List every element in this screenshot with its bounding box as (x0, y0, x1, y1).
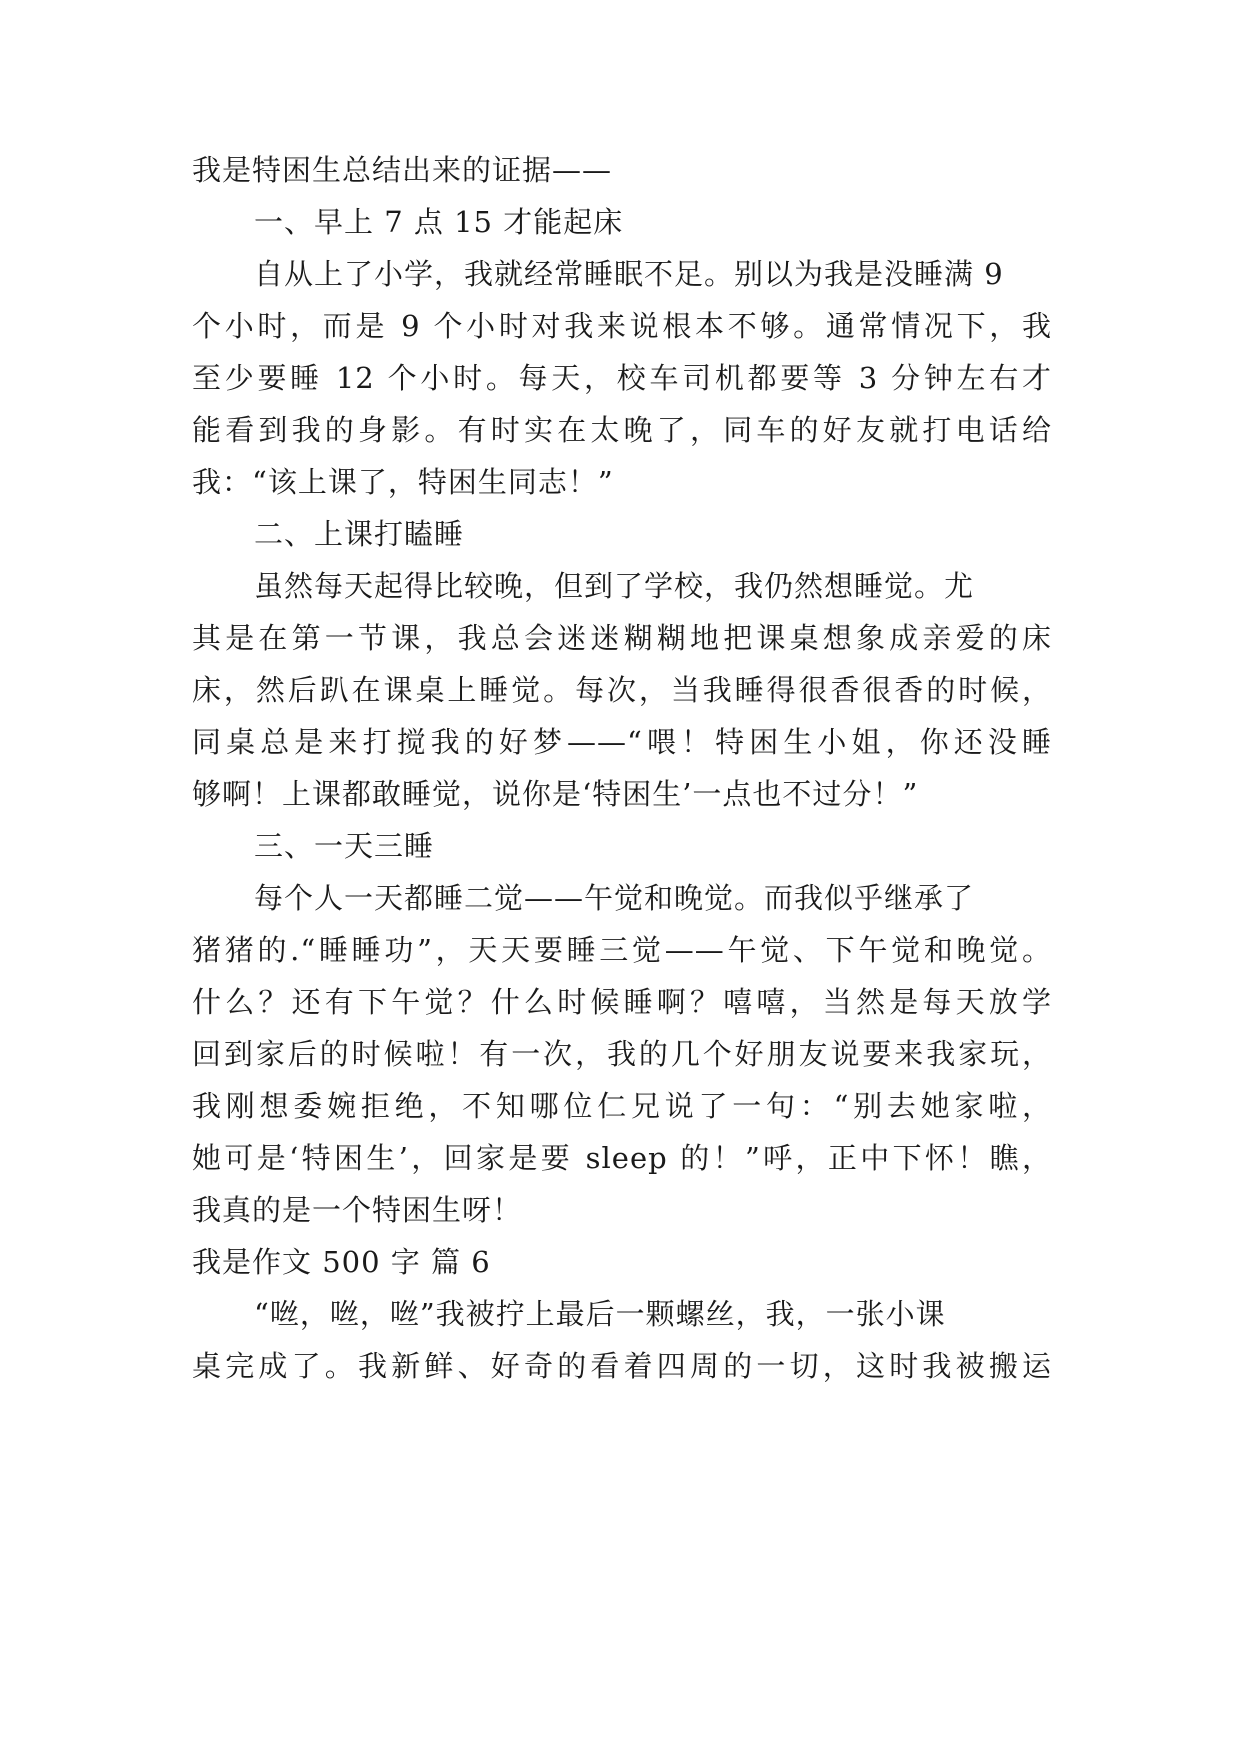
paragraph-line: 个小时，而是 9 个小时对我来说根本不够。通常情况下，我 (192, 309, 1052, 343)
paragraph-line: 桌完成了。我新鲜、好奇的看着四周的一切，这时我被搬运 (192, 1349, 1052, 1383)
paragraph-line: 我真的是一个特困生呀！ (192, 1193, 523, 1227)
paragraph-line: 回到家后的时候啦！有一次，我的几个好朋友说要来我家玩， (192, 1037, 1052, 1071)
article-title: 我是作文 500 字 篇 6 (192, 1245, 491, 1279)
paragraph-line: 什么？还有下午觉？什么时候睡啊？嘻嘻，当然是每天放学 (192, 985, 1052, 1019)
paragraph-line: “咝，咝，咝”我被拧上最后一颗螺丝，我，一张小课 (254, 1297, 946, 1331)
paragraph-line: 够啊！上课都敢睡觉，说你是‘特困生’一点也不过分！” (192, 777, 919, 811)
paragraph-line: 虽然每天起得比较晚，但到了学校，我仍然想睡觉。尤 (254, 569, 975, 603)
paragraph-line: 自从上了小学，我就经常睡眠不足。别以为我是没睡满 9 (254, 257, 1004, 291)
section-intro-line: 我是特困生总结出来的证据—— (192, 153, 613, 187)
paragraph-line: 同桌总是来打搅我的好梦——“喂！特困生小姐，你还没睡 (192, 725, 1052, 759)
heading-two: 二、上课打瞌睡 (254, 517, 465, 551)
paragraph-line: 至少要睡 12 个小时。每天，校车司机都要等 3 分钟左右才 (192, 361, 1052, 395)
paragraph-line: 我：“该上课了，特困生同志！” (192, 465, 614, 499)
paragraph-line: 我刚想委婉拒绝，不知哪位仁兄说了一句：“别去她家啦， (192, 1089, 1052, 1123)
paragraph-line: 能看到我的身影。有时实在太晚了，同车的好友就打电话给 (192, 413, 1052, 447)
heading-one: 一、早上 7 点 15 才能起床 (254, 205, 624, 239)
paragraph-line: 每个人一天都睡二觉——午觉和晚觉。而我似乎继承了 (254, 881, 975, 915)
paragraph-line: 猪猪的.“睡睡功”，天天要睡三觉——午觉、下午觉和晚觉。 (192, 933, 1052, 967)
paragraph-line: 其是在第一节课，我总会迷迷糊糊地把课桌想象成亲爱的床 (192, 621, 1052, 655)
heading-three: 三、一天三睡 (254, 829, 435, 863)
paragraph-line: 她可是‘特困生’，回家是要 sleep 的！”呼，正中下怀！瞧， (192, 1141, 1052, 1175)
paragraph-line: 床，然后趴在课桌上睡觉。每次，当我睡得很香很香的时候， (192, 673, 1052, 707)
